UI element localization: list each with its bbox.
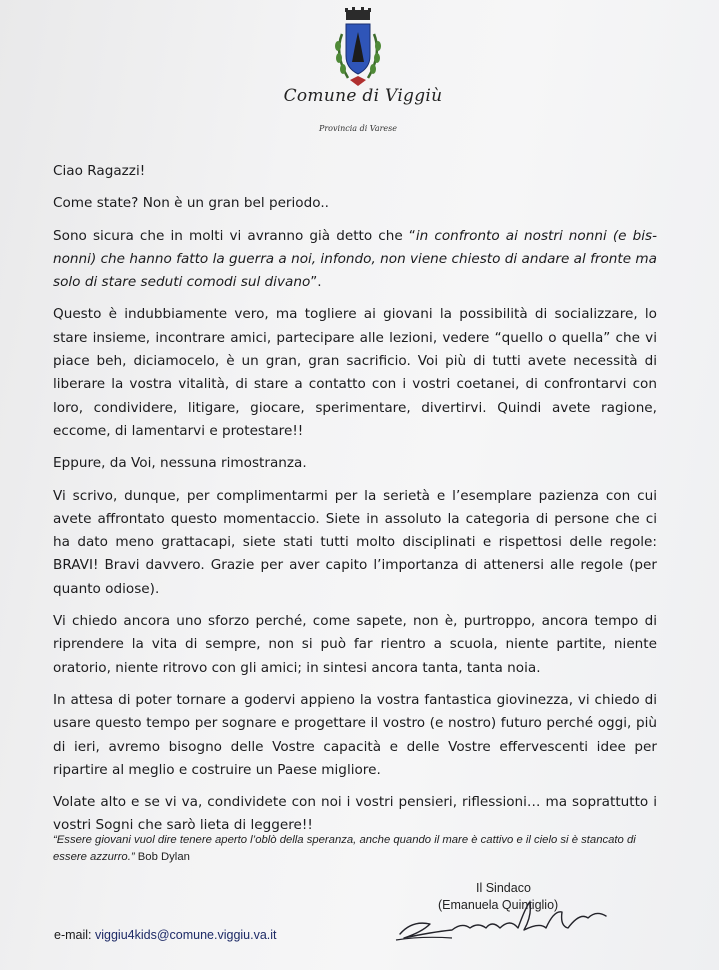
email-address[interactable]: viggiu4kids@comune.viggiu.va.it (95, 928, 277, 942)
signature-name: (Emanuela Quintiglio) (438, 898, 559, 912)
paragraph-3: Questo è indubbiamente vero, ma togliere ai giovani la possibilità di socializzare, lo stare insieme, incontrare amici, partecipare alle lezioni, vedere “quello o quella” che vi piace beh, diciamocelo, è un gran, gran sacrificio. Voi più di tutti avete necessità di liberare la vostra vitalità, di stare a contatto con i vostri coetanei, di confrontarvi con loro, condividere, litigare, giocare, sperimentare, divertirvi. Quindi avete ragione, eccome, di lamentarvi e protestare!! (53, 306, 657, 439)
paragraph-2 (53, 225, 657, 295)
province-name: Provincia di Varese (318, 124, 398, 133)
letterhead (0, 0, 719, 150)
letter-body (53, 160, 657, 847)
paragraph-2-quote: in confronto ai nostri nonni (e bis-nonni) che hanno fatto la guerra a noi, infondo, non viene chiesto di andare al fronte ma solo di stare seduti comodi sul divano (53, 227, 658, 291)
bob-dylan-quote (53, 832, 663, 866)
quote-author: Bob Dylan (137, 851, 190, 863)
paragraph-5: Vi scrivo, dunque, per complimentarmi per la serietà e l’esemplare pazienza con cui avete affrontato questo momentaccio. Siete in assoluto la categoria di persone che ci ha dato meno grattacapi, siete stati tutti molto disciplinati e rispettosi delle regole: BRAVI! Bravi davvero. Grazie per aver capito l’importanza di attenersi alle regole (per quanto odiose). (53, 487, 657, 597)
paragraph-8: Volate alto e se vi va, condividete con noi i vostri pensieri, riflessioni… ma soprattutto i vostri Sogni che sarò lieta di leggere!! (53, 794, 657, 834)
quote-text: “Essere giovani vuol dire tenere aperto l’oblò della speranza, anche quando il mare è cattivo e il cielo si è stancato di essere azzurro.” (53, 834, 636, 863)
paragraph-2-intro: Sono sicura che in molti vi avranno già detto che “ (53, 227, 416, 244)
municipality-name: Comune di Viggiù (283, 86, 443, 106)
paragraph-6: Vi chiedo ancora uno sforzo perché, come sapete, non è, purtroppo, ancora tempo di riprendere la vita di sempre, non si può far rientro a scuola, niente partite, niente oratorio, niente ritrovo con gli amici; in sintesi ancora tanta, tanta noia. (53, 613, 657, 676)
municipal-crest-icon (326, 6, 390, 92)
paragraph-2-end: ”. (310, 274, 322, 291)
paragraph-7: In attesa di poter tornare a godervi appieno la vostra fantastica giovinezza, vi chiedo di usare questo tempo per sognare e progettare il vostro (e nostro) futuro perché oggi, più di ieri, avremo bisogno delle Vostre capacità e delle Vostre effervescenti idee per ripartire al meglio e costruire un Paese migliore. (53, 691, 657, 778)
handwritten-signature (392, 882, 622, 952)
greeting: Ciao Ragazzi! (53, 163, 146, 179)
signature-title: Il Sindaco (476, 881, 531, 895)
paragraph-4: Eppure, da Voi, nessuna rimostranza. (53, 455, 307, 472)
email-label: e-mail: (54, 928, 92, 942)
paragraph-1: Come state? Non è un gran bel periodo.. (53, 195, 329, 212)
contact-email (54, 928, 277, 942)
